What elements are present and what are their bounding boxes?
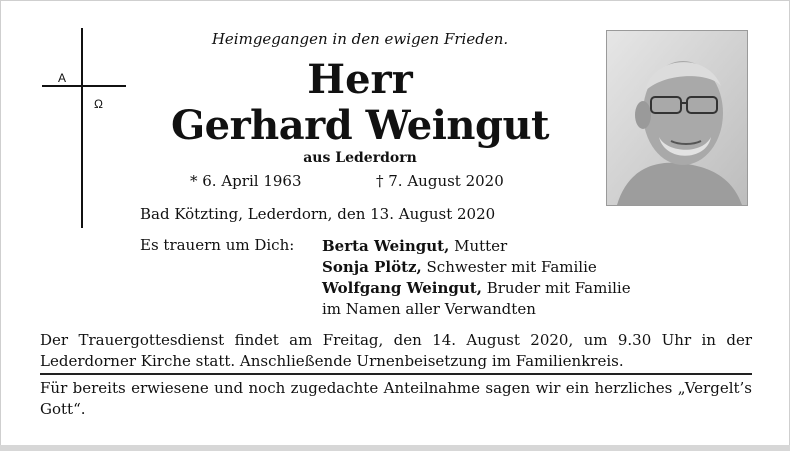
bottom-border [0,445,790,451]
mourner-relation: Schwester mit Familie [421,258,597,276]
divider [40,373,752,375]
funeral-notice: Der Trauergottesdienst findet am Freitag, den 14. August 2020, um 9.30 Uhr in der Lederdorner Kirche statt. Anschließende Urnenbeisetzung im Familienkreis. [40,331,752,370]
birth-date: * 6. April 1963 [190,172,302,190]
mourner-name: Wolfgang Weingut, [322,279,482,297]
mourner-relation: Bruder mit Familie [481,279,631,297]
omega-symbol: Ω [94,97,103,111]
mourner-item [322,257,631,278]
motto: Heimgegangen in den ewigen Frieden. [211,30,509,48]
mourners-list [322,236,631,320]
portrait-photo [606,30,748,206]
deceased-name: Gerhard Weingut [170,102,550,149]
mourner-name: Sonja Plötz, [322,258,422,276]
death-date: † 7. August 2020 [376,172,504,190]
thanks-notice: Für bereits erwiesene und noch zugedachte Anteilnahme sagen wir ein herzliches „Vergelt’s Gott“. [40,379,752,418]
name-prefix: Herr [307,56,413,103]
mourners-label: Es trauern um Dich: [140,236,295,254]
alpha-symbol: A [58,71,67,85]
mourner-item [322,299,631,320]
mourner-name: Berta Weingut, [322,237,450,255]
cross-icon [36,28,126,233]
mourner-item [322,236,631,257]
mourner-item [322,278,631,299]
mourner-relation: im Namen aller Verwandten [322,300,536,318]
place-date: Bad Kötzting, Lederdorn, den 13. August 2020 [140,205,496,223]
mourner-relation: Mutter [449,237,508,255]
origin: aus Lederdorn [303,150,417,166]
